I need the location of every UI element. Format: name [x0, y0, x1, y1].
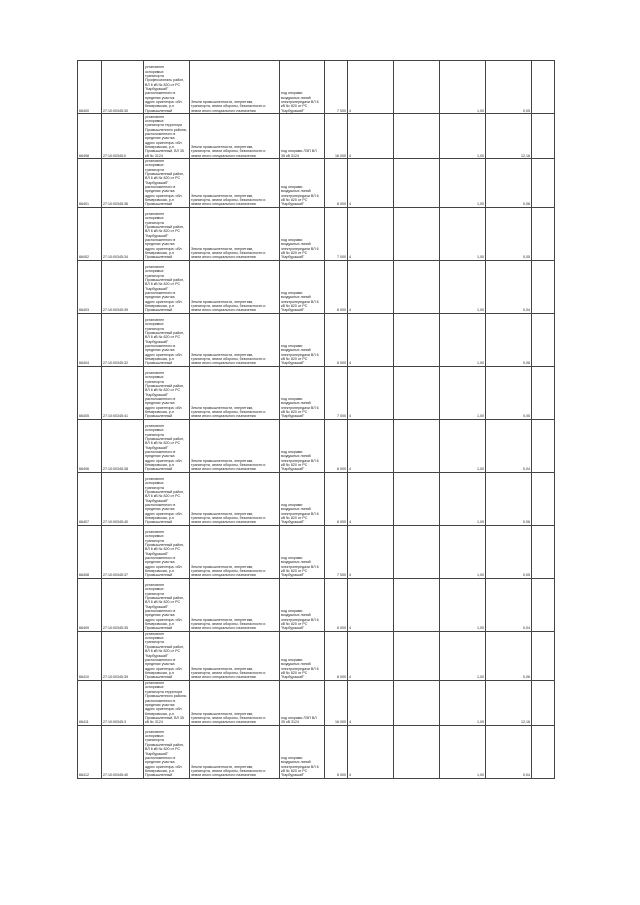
cadastral-number: 27:10:00345:35 — [102, 578, 144, 631]
row-id: 66403 — [78, 260, 102, 313]
area-value: 8 000 — [325, 631, 348, 680]
spacer-cell — [532, 207, 555, 260]
col-7-value: 4 — [348, 472, 394, 525]
cadastral-number: 27:10:00345:3 — [102, 680, 144, 725]
rate-value: 1,00 — [440, 725, 486, 778]
spacer-cell — [532, 725, 555, 778]
rate-value: 1,00 — [440, 525, 486, 578]
result-value: 0,04 — [486, 260, 532, 313]
area-value: 6 000 — [325, 725, 348, 778]
col-7-value: 4 — [348, 366, 394, 419]
permitted-use: под опорами воздушных линий электропередачи ВЛ 6 кВ № 820 от РС "Карбурашаб" — [280, 631, 325, 680]
col-8-value — [394, 419, 440, 472]
cadastral-number: 27:10:00345:32 — [102, 313, 144, 366]
area-value: 16 000 — [325, 680, 348, 725]
table-row — [78, 578, 555, 631]
col-8-value — [394, 725, 440, 778]
col-7-value: 4 — [348, 419, 394, 472]
col-7-value: 4 — [348, 578, 394, 631]
col-8-value — [394, 631, 440, 680]
spacer-cell — [532, 578, 555, 631]
permitted-use: под опорами ЛЭП ВЛ 35 кВ 3124 — [280, 680, 325, 725]
location-description: установлен оспоримых транспорта Промышленный район, ВЛ 6 кВ № 820 от РС "Карбурашаб" расположенного в пределах участка адрес ориентира: обл. Кемеровская, р-н Промышленный — [144, 366, 190, 419]
cadastral-number: 27:10:00345:36 — [102, 159, 144, 208]
cadastral-number: 27:10:00345:37 — [102, 525, 144, 578]
result-value: 12,16 — [486, 114, 532, 159]
col-8-value — [394, 578, 440, 631]
land-category: Земли промышленности, энергетики, транспорта, земли обороны, безопасности и земли иного специального назначения — [190, 114, 280, 159]
land-category: Земли промышленности, энергетики, транспорта, земли обороны, безопасности и земли иного специального назначения — [190, 725, 280, 778]
area-value: 6 000 — [325, 260, 348, 313]
cadastral-number: 27:10:00345:40 — [102, 472, 144, 525]
row-id: 66411 — [78, 680, 102, 725]
cadastral-number: 27:10:00345:34 — [102, 207, 144, 260]
result-value: 0,06 — [486, 472, 532, 525]
rate-value: 1,00 — [440, 114, 486, 159]
row-id: 66409 — [78, 578, 102, 631]
rate-value: 1,00 — [440, 472, 486, 525]
area-value: 8 000 — [325, 159, 348, 208]
row-id: 66401 — [78, 159, 102, 208]
land-category: Земли промышленности, энергетики, транспорта, земли обороны, безопасности и земли иного специального назначения — [190, 680, 280, 725]
col-8-value — [394, 472, 440, 525]
permitted-use: под опорами воздушных линий электропередачи ВЛ 6 кВ № 820 от РС "Карбурашаб" — [280, 207, 325, 260]
cadastral-number: 27:10:00345:39 — [102, 260, 144, 313]
row-id: 66406 — [78, 419, 102, 472]
area-value: 16 000 — [325, 114, 348, 159]
location-description: установлен оспоримых транспорта Промышленный район, ВЛ 6 кВ № 820 от РС "Карбурашаб" расположенного в пределах участка адрес ориентира: обл. Кемеровская, р-н Промышленный — [144, 260, 190, 313]
land-category: Земли промышленности, энергетики, транспорта, земли обороны, безопасности и земли иного специального назначения — [190, 61, 280, 114]
col-7-value: 4 — [348, 207, 394, 260]
cadastral-number: 27:10:00345:30 — [102, 61, 144, 114]
area-value: 8 000 — [325, 313, 348, 366]
permitted-use: под опорами воздушных линий электропередачи ВЛ 6 кВ № 820 от РС "Карбурашаб" — [280, 61, 325, 114]
area-value: 7 000 — [325, 61, 348, 114]
land-category: Земли промышленности, энергетики, транспорта, земли обороны, безопасности и земли иного специального назначения — [190, 366, 280, 419]
col-7-value: 4 — [348, 313, 394, 366]
area-value: 7 000 — [325, 207, 348, 260]
spacer-cell — [532, 525, 555, 578]
land-category: Земли промышленности, энергетики, транспорта, земли обороны, безопасности и земли иного специального назначения — [190, 631, 280, 680]
table-row — [78, 725, 555, 778]
row-id: 66404 — [78, 313, 102, 366]
col-7-value: 4 — [348, 61, 394, 114]
col-7-value: 4 — [348, 680, 394, 725]
register-sheet — [77, 60, 554, 779]
permitted-use: под опорами ЛЭП ВЛ 35 кВ 3124 — [280, 114, 325, 159]
col-8-value — [394, 525, 440, 578]
permitted-use: под опорами воздушных линий электропередачи ВЛ 6 кВ № 820 от РС "Карбурашаб" — [280, 725, 325, 778]
col-8-value — [394, 159, 440, 208]
location-description: установлен оспоримых транспорта Промышленный район, ВЛ 6 кВ № 820 от РС "Карбурашаб" расположенного в пределах участка адрес ориентира: обл. Кемеровская, р-н Промышленный — [144, 419, 190, 472]
permitted-use: под опорами воздушных линий электропередачи ВЛ 6 кВ № 820 от РС "Карбурашаб" — [280, 366, 325, 419]
row-id: 66410 — [78, 631, 102, 680]
land-category: Земли промышленности, энергетики, транспорта, земли обороны, безопасности и земли иного специального назначения — [190, 260, 280, 313]
row-id: 66498 — [78, 114, 102, 159]
table-row — [78, 207, 555, 260]
spacer-cell — [532, 419, 555, 472]
permitted-use: под опорами воздушных линий электропередачи ВЛ 6 кВ № 820 от РС "Карбурашаб" — [280, 525, 325, 578]
result-value: 0,04 — [486, 725, 532, 778]
permitted-use: под опорами воздушных линий электропередачи ВЛ 6 кВ № 820 от РС "Карбурашаб" — [280, 472, 325, 525]
col-7-value: 4 — [348, 114, 394, 159]
location-description: установлен оспоримых транспорта Промышленный район, ВЛ 6 кВ № 820 от РС "Карбурашаб" расположенного в пределах участка адрес ориентира: обл. Кемеровская, р-н Промышленный — [144, 525, 190, 578]
location-description: установлен оспоримых транспорта Промышленный район, ВЛ 6 кВ № 820 от РС "Карбурашаб" расположенного в пределах участка адрес ориентира: обл. Кемеровская, р-н Промышленный — [144, 207, 190, 260]
location-description: установлен оспоримых транспорта Промышленный район, ВЛ 6 кВ № 820 от РС "Карбурашаб" расположенного в пределах участка адрес ориентира: обл. Кемеровская, р-н Промышленный — [144, 578, 190, 631]
result-value: 0,05 — [486, 366, 532, 419]
area-value: 8 000 — [325, 472, 348, 525]
rate-value: 1,00 — [440, 680, 486, 725]
spacer-cell — [532, 472, 555, 525]
row-id: 66412 — [78, 725, 102, 778]
cadastral-number: 27:10:00345:40 — [102, 725, 144, 778]
permitted-use: под опорами воздушных линий электропередачи ВЛ 6 кВ № 820 от РС "Карбурашаб" — [280, 313, 325, 366]
table-row — [78, 680, 555, 725]
col-8-value — [394, 366, 440, 419]
permitted-use: под опорами воздушных линий электропередачи ВЛ 6 кВ № 820 от РС "Карбурашаб" — [280, 578, 325, 631]
table-row — [78, 631, 555, 680]
permitted-use: под опорами воздушных линий электропередачи ВЛ 6 кВ № 820 от РС "Карбурашаб" — [280, 419, 325, 472]
cadastral-number: 27:10:00345:41 — [102, 366, 144, 419]
col-7-value: 4 — [348, 159, 394, 208]
result-value: 0,06 — [486, 631, 532, 680]
col-7-value: 4 — [348, 725, 394, 778]
row-id: 66400 — [78, 61, 102, 114]
location-description: установлен оспоримых транспорта Промышленный район, ВЛ 6 кВ № 820 от РС "Карбурашаб" расположенного в пределах участка адрес ориентира: обл. Кемеровская, р-н Промышленный — [144, 725, 190, 778]
rate-value: 1,00 — [440, 631, 486, 680]
row-id: 66405 — [78, 366, 102, 419]
location-description: установлен оспоримых транспорта Промышленный район, ВЛ 6 кВ № 820 от РС "Карбурашаб" расположенного в пределах участка адрес ориентира: обл. Кемеровская, р-н Промышленный — [144, 159, 190, 208]
permitted-use: под опорами воздушных линий электропередачи ВЛ 6 кВ № 820 от РС "Карбурашаб" — [280, 260, 325, 313]
land-category: Земли промышленности, энергетики, транспорта, земли обороны, безопасности и земли иного специального назначения — [190, 525, 280, 578]
row-id: 66402 — [78, 207, 102, 260]
spacer-cell — [532, 114, 555, 159]
result-value: 0,05 — [486, 525, 532, 578]
land-category: Земли промышленности, энергетики, транспорта, земли обороны, безопасности и земли иного специального назначения — [190, 313, 280, 366]
spacer-cell — [532, 366, 555, 419]
spacer-cell — [532, 313, 555, 366]
result-value: 0,05 — [486, 207, 532, 260]
table-row — [78, 159, 555, 208]
result-value: 0,05 — [486, 61, 532, 114]
spacer-cell — [532, 631, 555, 680]
result-value: 12,16 — [486, 680, 532, 725]
table-row — [78, 313, 555, 366]
spacer-cell — [532, 159, 555, 208]
location-description: установлен оспоримых транспорта Промышленный район, ВЛ 6 кВ № 820 от РС "Карбурашаб" расположенного в пределах участка адрес ориентира: обл. Кемеровская, р-н Промышленный — [144, 631, 190, 680]
col-8-value — [394, 61, 440, 114]
location-description: установлен оспоримых транспорта территори Промышленного района, расположенного в пределах участка адрес ориентира: обл. Кемеровская, р-н Промышленный, ВЛ 35 кВ № 3124 — [144, 114, 190, 159]
col-8-value — [394, 207, 440, 260]
result-value: 0,04 — [486, 419, 532, 472]
table-row — [78, 61, 555, 114]
row-id: 66407 — [78, 472, 102, 525]
col-8-value — [394, 313, 440, 366]
result-value: 0,06 — [486, 313, 532, 366]
land-category: Земли промышленности, энергетики, транспорта, земли обороны, безопасности и земли иного специального назначения — [190, 159, 280, 208]
table-row — [78, 366, 555, 419]
land-category: Земли промышленности, энергетики, транспорта, земли обороны, безопасности и земли иного специального назначения — [190, 578, 280, 631]
land-category: Земли промышленности, энергетики, транспорта, земли обороны, безопасности и земли иного специального назначения — [190, 419, 280, 472]
rate-value: 1,00 — [440, 366, 486, 419]
cadastral-number: 27:10:00345:0 — [102, 114, 144, 159]
permitted-use: под опорами воздушных линий электропередачи ВЛ 6 кВ № 820 от РС "Карбурашаб" — [280, 159, 325, 208]
rate-value: 1,00 — [440, 260, 486, 313]
rate-value: 1,00 — [440, 207, 486, 260]
col-7-value: 4 — [348, 260, 394, 313]
rate-value: 1,00 — [440, 313, 486, 366]
table-row — [78, 472, 555, 525]
spacer-cell — [532, 260, 555, 313]
area-value: 7 000 — [325, 525, 348, 578]
location-description: установлен оспоримых транспорта Промышленный район, ВЛ 6 кВ № 820 от РС "Карбурашаб" расположенного в пределах участка адрес ориентира: обл. Кемеровская, р-н Промышленный — [144, 472, 190, 525]
col-8-value — [394, 260, 440, 313]
spacer-cell — [532, 680, 555, 725]
table-row — [78, 525, 555, 578]
location-description: установлен оспоримых транспорта Промышленный район, ВЛ 6 кВ № 820 от РС "Карбурашаб" расположенного в пределах участка адрес ориентира: обл. Кемеровская, р-н Промышленный — [144, 313, 190, 366]
table-row — [78, 260, 555, 313]
col-8-value — [394, 680, 440, 725]
area-value: 6 000 — [325, 419, 348, 472]
cadastral-number: 27:10:00345:39 — [102, 631, 144, 680]
rate-value: 1,00 — [440, 61, 486, 114]
row-id: 66408 — [78, 525, 102, 578]
col-7-value: 4 — [348, 525, 394, 578]
area-value: 6 000 — [325, 578, 348, 631]
result-value: 0,04 — [486, 578, 532, 631]
result-value: 0,06 — [486, 159, 532, 208]
table-row — [78, 114, 555, 159]
col-7-value: 4 — [348, 631, 394, 680]
location-description: установлен оспоримых транспорта Профессиональ район, ВЛ 6 кВ № 820 от РС "Карбурашаб" расположенного в пределах участок адрес ориентира: обл. Кемеровская, р-н Промышленный — [144, 61, 190, 114]
rate-value: 1,00 — [440, 159, 486, 208]
area-value: 7 000 — [325, 366, 348, 419]
spacer-cell — [532, 61, 555, 114]
location-description: установлен оспоримых транспорта территори Промышленного района, расположенного в пределах участка адрес ориентира: обл. Кемеровская, р-н Промышленный, ВЛ 35 кВ № 3124 — [144, 680, 190, 725]
rate-value: 1,00 — [440, 578, 486, 631]
land-category: Земли промышленности, энергетики, транспорта, земли обороны, безопасности и земли иного специального назначения — [190, 207, 280, 260]
cadastral-number: 27:10:00345:38 — [102, 419, 144, 472]
table-row — [78, 419, 555, 472]
land-plots-table — [77, 60, 555, 779]
col-8-value — [394, 114, 440, 159]
land-category: Земли промышленности, энергетики, транспорта, земли обороны, безопасности и земли иного специального назначения — [190, 472, 280, 525]
rate-value: 1,00 — [440, 419, 486, 472]
